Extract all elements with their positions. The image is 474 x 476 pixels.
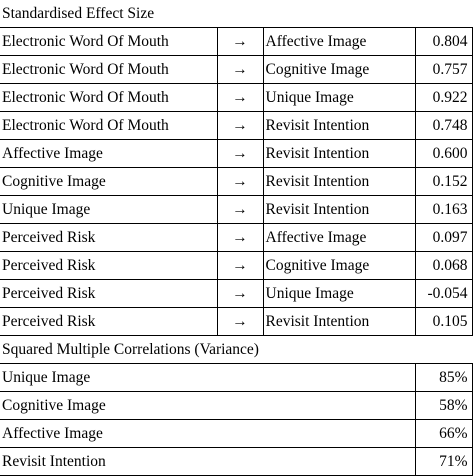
arrow-icon: → xyxy=(217,168,263,196)
cell-to: Affective Image xyxy=(263,28,415,56)
cell-to: Unique Image xyxy=(263,280,415,308)
arrow-icon: → xyxy=(217,28,263,56)
table-row xyxy=(0,364,472,392)
section-title-effect-size: Standardised Effect Size xyxy=(0,0,472,28)
cell-value: 0.105 xyxy=(415,308,472,336)
arrow-icon: → xyxy=(217,280,263,308)
cell-from: Perceived Risk xyxy=(0,252,217,280)
table-row xyxy=(0,280,472,308)
cell-from: Unique Image xyxy=(0,196,217,224)
section-header-row xyxy=(0,0,472,28)
table-row xyxy=(0,392,472,420)
cell-to: Cognitive Image xyxy=(263,56,415,84)
cell-variance-label: Cognitive Image xyxy=(0,392,415,420)
table-row xyxy=(0,196,472,224)
table-row xyxy=(0,168,472,196)
cell-to: Revisit Intention xyxy=(263,308,415,336)
cell-from: Perceived Risk xyxy=(0,308,217,336)
table-row xyxy=(0,84,472,112)
cell-variance-value: 58% xyxy=(415,392,472,420)
cell-value: 0.152 xyxy=(415,168,472,196)
table-row xyxy=(0,308,472,336)
cell-variance-label: Affective Image xyxy=(0,420,415,448)
cell-from: Electronic Word Of Mouth xyxy=(0,112,217,140)
arrow-icon: → xyxy=(217,140,263,168)
cell-to: Revisit Intention xyxy=(263,196,415,224)
cell-value: 0.804 xyxy=(415,28,472,56)
cell-from: Affective Image xyxy=(0,140,217,168)
table-row xyxy=(0,28,472,56)
cell-value: 0.757 xyxy=(415,56,472,84)
arrow-icon: → xyxy=(217,84,263,112)
arrow-icon: → xyxy=(217,308,263,336)
arrow-icon: → xyxy=(217,196,263,224)
cell-value: 0.748 xyxy=(415,112,472,140)
cell-variance-value: 66% xyxy=(415,420,472,448)
cell-variance-value: 71% xyxy=(415,448,472,476)
cell-from: Cognitive Image xyxy=(0,168,217,196)
cell-variance-label: Unique Image xyxy=(0,364,415,392)
cell-to: Unique Image xyxy=(263,84,415,112)
cell-value: 0.068 xyxy=(415,252,472,280)
cell-value: 0.922 xyxy=(415,84,472,112)
table-row xyxy=(0,252,472,280)
cell-from: Perceived Risk xyxy=(0,280,217,308)
table-row xyxy=(0,448,472,476)
table-row xyxy=(0,112,472,140)
cell-value: 0.163 xyxy=(415,196,472,224)
cell-variance-label: Revisit Intention xyxy=(0,448,415,476)
cell-variance-value: 85% xyxy=(415,364,472,392)
arrow-icon: → xyxy=(217,112,263,140)
section-title-variance: Squared Multiple Correlations (Variance) xyxy=(0,336,472,364)
table-row xyxy=(0,56,472,84)
cell-to: Revisit Intention xyxy=(263,112,415,140)
arrow-icon: → xyxy=(217,56,263,84)
cell-from: Electronic Word Of Mouth xyxy=(0,28,217,56)
cell-from: Electronic Word Of Mouth xyxy=(0,56,217,84)
cell-value: 0.600 xyxy=(415,140,472,168)
section-header-row xyxy=(0,336,472,364)
cell-value: 0.097 xyxy=(415,224,472,252)
table-row xyxy=(0,224,472,252)
cell-from: Perceived Risk xyxy=(0,224,217,252)
arrow-icon: → xyxy=(217,224,263,252)
table-row xyxy=(0,420,472,448)
table-row xyxy=(0,140,472,168)
cell-to: Revisit Intention xyxy=(263,140,415,168)
cell-to: Cognitive Image xyxy=(263,252,415,280)
cell-value: -0.054 xyxy=(415,280,472,308)
cell-from: Electronic Word Of Mouth xyxy=(0,84,217,112)
cell-to: Affective Image xyxy=(263,224,415,252)
arrow-icon: → xyxy=(217,252,263,280)
cell-to: Revisit Intention xyxy=(263,168,415,196)
